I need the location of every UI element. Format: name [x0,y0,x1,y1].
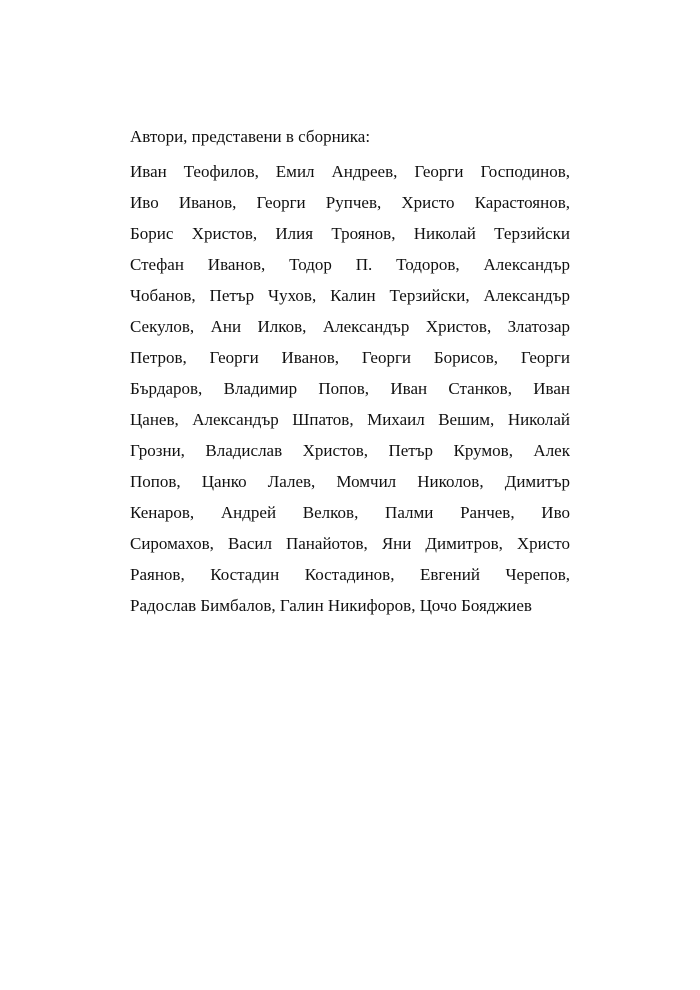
author-line: Иван Теофилов, Емил Андреев, Георги Господинов, [130,162,570,181]
author-line: Раянов, Костадин Костадинов, Евгений Черепов, [130,565,570,584]
author-line: Кенаров, Андрей Велков, Палми Ранчев, Иво [130,503,570,522]
author-line: Бърдаров, Владимир Попов, Иван Станков, Иван [130,379,570,398]
section-heading: Автори, представени в сборника: [130,127,371,146]
author-line: Стефан Иванов, Тодор П. Тодоров, Александър [130,255,570,274]
authors-block [130,126,570,621]
author-line: Чобанов, Петър Чухов, Калин Терзийски, Александър [130,286,570,305]
author-line: Иво Иванов, Георги Рупчев, Христо Карастоянов, [130,193,570,212]
author-line: Попов, Цанко Лалев, Момчил Николов, Димитър [130,472,570,491]
author-line: Радослав Бимбалов, Галин Никифоров, Цочо Бояджиев [130,596,532,615]
author-line: Секулов, Ани Илков, Александър Христов, Златозар [130,317,570,336]
author-line: Борис Христов, Илия Троянов, Николай Терзийски [130,224,570,243]
author-line: Цанев, Александър Шпатов, Михаил Вешим, Николай [130,410,570,429]
author-line: Петров, Георги Иванов, Георги Борисов, Георги [130,348,570,367]
author-line: Сиромахов, Васил Панайотов, Яни Димитров, Христо [130,534,570,553]
author-line: Грозни, Владислав Христов, Петър Крумов, Алек [130,441,570,460]
